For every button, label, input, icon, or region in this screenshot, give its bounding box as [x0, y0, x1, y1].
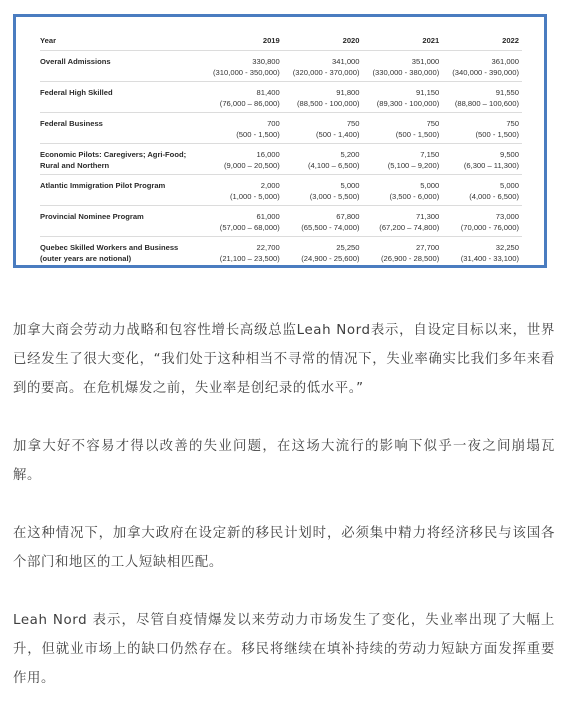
article-paragraph-3: 在这种情况下，加拿大政府在设定新的移民计划时，必须集中精力将经济移民与该国各个部门和地区的工人短缺相匹配。 [13, 526, 555, 570]
cell-value: 73,000 [495, 212, 519, 221]
cell-value: 700 [267, 119, 280, 128]
row-label: Federal Business [40, 113, 203, 144]
cell-range: (330,000 - 380,000) [372, 68, 440, 77]
cell-range: (3,500 - 6,000) [389, 192, 440, 201]
cell-range: (4,000 - 6,500) [469, 192, 519, 201]
table-row [40, 113, 522, 144]
cell-range: (21,100 – 23,500) [219, 254, 280, 263]
cell-value: 5,000 [499, 181, 519, 190]
row-label: Overall Admissions [40, 51, 203, 82]
cell-range: (320,000 - 370,000) [292, 68, 360, 77]
row-label: Atlantic Immigration Pilot Program [40, 175, 203, 206]
table-row [40, 175, 522, 206]
table-cell [442, 206, 522, 237]
table-cell [363, 175, 443, 206]
table-cell [203, 82, 283, 113]
cell-range: (88,800 – 100,600) [454, 99, 519, 108]
cell-range: (5,100 – 9,200) [387, 161, 440, 170]
cell-range: (9,000 – 20,500) [224, 161, 280, 170]
cell-value: 81,400 [256, 88, 280, 97]
cell-range: (500 - 1,500) [236, 130, 280, 139]
cell-value: 27,700 [416, 243, 440, 252]
admissions-table-frame [13, 14, 547, 268]
cell-value: 330,800 [252, 57, 280, 66]
row-label: Provincial Nominee Program [40, 206, 203, 237]
cell-value: 2,000 [260, 181, 280, 190]
article-body [13, 316, 555, 722]
table-cell [363, 82, 443, 113]
cell-value: 91,550 [495, 88, 519, 97]
cell-value: 22,700 [256, 243, 280, 252]
table-cell [203, 144, 283, 175]
cell-value: 32,250 [495, 243, 519, 252]
table-cell [283, 175, 363, 206]
table-header-row [40, 30, 522, 51]
cell-value: 16,000 [256, 150, 280, 159]
cell-value: 750 [426, 119, 440, 128]
cell-range: (310,000 - 350,000) [213, 68, 280, 77]
cell-range: (500 - 1,500) [395, 130, 440, 139]
header-2020: 2020 [283, 30, 363, 51]
cell-value: 71,300 [416, 212, 440, 221]
cell-range: (1,000 - 5,000) [229, 192, 280, 201]
cell-range: (4,100 – 6,500) [307, 161, 360, 170]
header-year: Year [40, 30, 203, 51]
table-cell [442, 51, 522, 82]
table-row [40, 237, 522, 268]
table-cell [363, 113, 443, 144]
article-paragraph-1: 加拿大商会劳动力战略和包容性增长高级总监Leah Nord表示，自设定目标以来，世界已经发生了很大变化，“我们处于这种相当不寻常的情况下，失业率确实比我们多年来看到的要高。在危机爆发之前，失业率是创纪录的低水平。” [13, 323, 555, 396]
table-cell [203, 113, 283, 144]
cell-range: (57,000 – 68,000) [219, 223, 280, 232]
cell-value: 750 [346, 119, 360, 128]
cell-value: 67,800 [336, 212, 360, 221]
cell-range: (500 - 1,500) [475, 130, 519, 139]
table-cell [363, 144, 443, 175]
table-cell [283, 82, 363, 113]
cell-value: 5,000 [420, 181, 440, 190]
cell-value: 91,800 [336, 88, 360, 97]
cell-range: (88,500 - 100,000) [297, 99, 360, 108]
cell-value: 5,200 [340, 150, 360, 159]
header-2021: 2021 [363, 30, 443, 51]
cell-range: (340,000 - 390,000) [452, 68, 519, 77]
article-paragraph-2: 加拿大好不容易才得以改善的失业问题，在这场大流行的影响下似乎一夜之间崩塌瓦解。 [13, 439, 555, 483]
row-label: Quebec Skilled Workers and Business (outer years are notional) [40, 243, 179, 263]
table-cell [442, 144, 522, 175]
cell-value: 361,000 [491, 57, 519, 66]
table-cell [363, 237, 443, 268]
table-cell [363, 206, 443, 237]
cell-range: (26,900 - 28,500) [380, 254, 440, 263]
table-cell [203, 51, 283, 82]
row-label: Federal High Skilled [40, 82, 203, 113]
row-label: Economic Pilots: Caregivers; Agri-Food; Rural and Northern [40, 144, 203, 175]
header-2022: 2022 [442, 30, 522, 51]
cell-value: 25,250 [336, 243, 360, 252]
cell-value: 9,500 [499, 150, 519, 159]
cell-range: (31,400 - 33,100) [460, 254, 519, 263]
table-cell [442, 113, 522, 144]
table-cell [283, 113, 363, 144]
cell-range: (70,000 - 76,000) [460, 223, 519, 232]
table-row [40, 82, 522, 113]
table-row [40, 144, 522, 175]
cell-value: 91,150 [416, 88, 440, 97]
cell-value: 7,150 [420, 150, 440, 159]
table-cell [442, 82, 522, 113]
table-cell [283, 206, 363, 237]
cell-range: (500 - 1,400) [316, 130, 360, 139]
cell-range: (89,300 - 100,000) [376, 99, 440, 108]
table-cell [283, 237, 363, 268]
table-row [40, 206, 522, 237]
cell-value: 5,000 [340, 181, 360, 190]
table-cell [442, 175, 522, 206]
cell-range: (67,200 – 74,800) [379, 223, 440, 232]
admissions-table [40, 30, 522, 267]
cell-range: (65,500 - 74,000) [301, 223, 360, 232]
table-cell [203, 237, 283, 268]
table-cell [283, 144, 363, 175]
cell-value: 351,000 [411, 57, 440, 66]
table-cell [283, 51, 363, 82]
table-cell [203, 206, 283, 237]
header-2019: 2019 [203, 30, 283, 51]
cell-range: (6,300 – 11,300) [463, 161, 519, 170]
cell-value: 341,000 [332, 57, 360, 66]
cell-range: (76,000 – 86,000) [219, 99, 280, 108]
cell-range: (3,000 - 5,500) [309, 192, 360, 201]
cell-range: (24,900 - 25,600) [301, 254, 360, 263]
table-cell [203, 175, 283, 206]
table-cell [363, 51, 443, 82]
table-cell [442, 237, 522, 268]
cell-value: 61,000 [256, 212, 280, 221]
cell-value: 750 [506, 119, 519, 128]
article-paragraph-4: Leah Nord 表示，尽管自疫情爆发以来劳动力市场发生了变化，失业率出现了大幅上升，但就业市场上的缺口仍然存在。移民将继续在填补持续的劳动力短缺方面发挥重要作用。 [13, 613, 555, 686]
table-row [40, 51, 522, 82]
